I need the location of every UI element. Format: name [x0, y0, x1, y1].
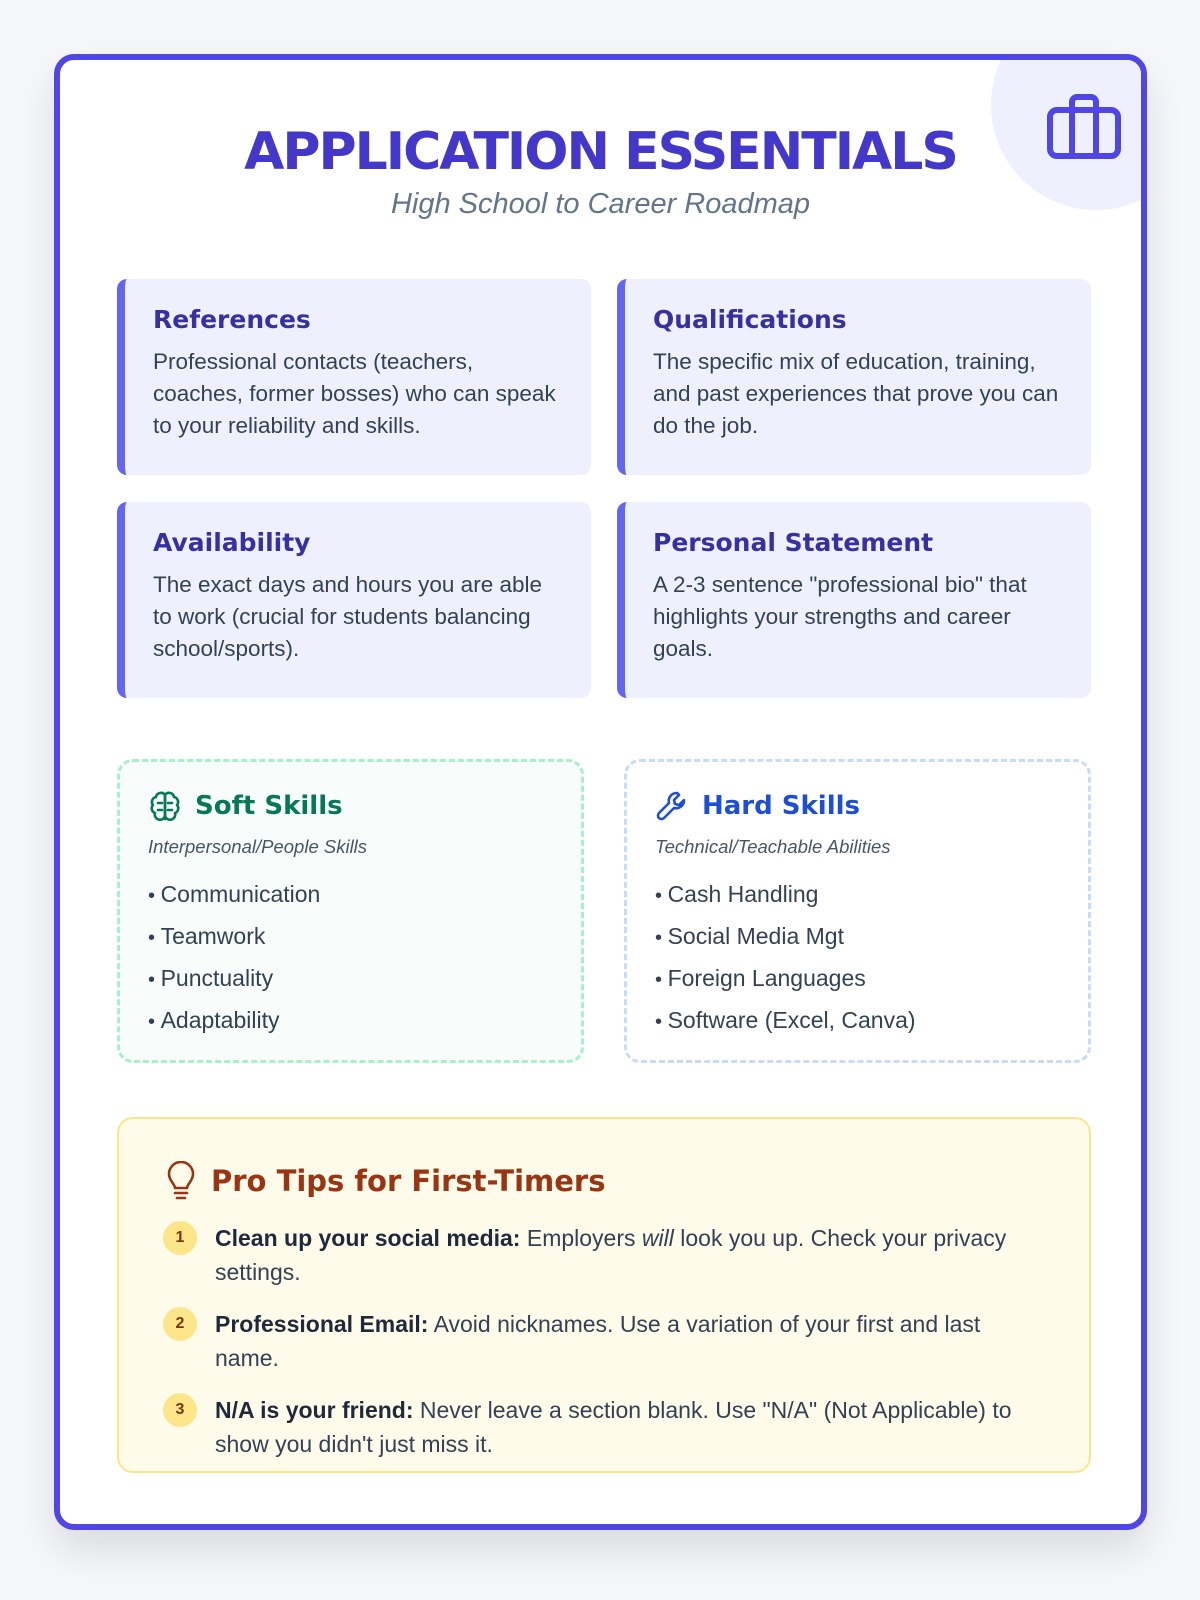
tip-body: Employers: [520, 1225, 642, 1251]
term-title: Availability: [153, 528, 311, 557]
hard-skills-subtitle: Technical/Teachable Abilities: [655, 836, 891, 857]
soft-skills-list: [148, 874, 553, 1042]
term-description: The exact days and hours you are able to work (crucial for students balancing school/sports).: [153, 572, 542, 661]
term-title: Personal Statement: [653, 528, 934, 557]
roadmap-card: [54, 54, 1147, 1530]
list-item: • Communication: [148, 874, 553, 916]
tips-list: [163, 1221, 1049, 1461]
tip-body: Avoid nicknames. Use a variation of your first and last name.: [215, 1311, 981, 1371]
hard-skills-list: [655, 874, 1060, 1042]
pro-tips-panel: [117, 1117, 1091, 1473]
list-item: • Punctuality: [148, 958, 553, 1000]
term-card-qualifications: [617, 279, 1091, 475]
soft-skills-title: Soft Skills: [195, 791, 343, 821]
term-card-references: [117, 279, 591, 475]
hard-skills-title: Hard Skills: [702, 791, 861, 821]
list-item: • Teamwork: [148, 916, 553, 958]
tip-text: [215, 1393, 1049, 1461]
tip-number-badge: 3: [163, 1393, 197, 1427]
list-item: • Adaptability: [148, 1000, 553, 1042]
term-card-availability: [117, 502, 591, 698]
tip-emphasis: will: [641, 1225, 674, 1251]
term-title: References: [153, 305, 311, 334]
tip-lead: N/A is your friend:: [215, 1397, 414, 1423]
tip-text: [215, 1221, 1049, 1289]
soft-skills-subtitle: Interpersonal/People Skills: [148, 836, 368, 857]
page-subtitle: High School to Career Roadmap: [390, 188, 811, 220]
tip-item: [163, 1307, 1049, 1375]
list-item: • Social Media Mgt: [655, 916, 1060, 958]
soft-skills-panel: [117, 759, 584, 1063]
tip-lead: Clean up your social media:: [215, 1225, 521, 1251]
tip-number-badge: 1: [163, 1221, 197, 1255]
wrench-icon: [655, 789, 689, 823]
list-item: • Software (Excel, Canva): [655, 1000, 1060, 1042]
list-item: • Foreign Languages: [655, 958, 1060, 1000]
pro-tips-title: Pro Tips for First-Timers: [211, 1164, 606, 1198]
lightbulb-icon: [163, 1161, 199, 1201]
tip-item: [163, 1393, 1049, 1461]
tip-body: Never leave a section blank. Use "N/A" (Not Applicable) to show you didn't just miss it.: [215, 1397, 1012, 1457]
tip-item: [163, 1221, 1049, 1289]
tip-body-end: look you up. Check your privacy settings.: [215, 1225, 1007, 1285]
tip-lead: Professional Email:: [215, 1311, 429, 1337]
list-item: • Cash Handling: [655, 874, 1060, 916]
tip-text: [215, 1307, 1049, 1375]
term-description: Professional contacts (teachers, coaches, former bosses) who can speak to your reliability and skills.: [153, 349, 556, 438]
tip-number-badge: 2: [163, 1307, 197, 1341]
term-description: A 2-3 sentence "professional bio" that highlights your strengths and career goals.: [653, 572, 1027, 661]
term-card-personal-statement: [617, 502, 1091, 698]
page-title: APPLICATION ESSENTIALS: [244, 122, 957, 182]
brain-icon: [148, 789, 182, 823]
term-description: The specific mix of education, training, and past experiences that prove you can do the job.: [653, 349, 1059, 438]
term-title: Qualifications: [653, 305, 847, 334]
hard-skills-panel: [624, 759, 1091, 1063]
